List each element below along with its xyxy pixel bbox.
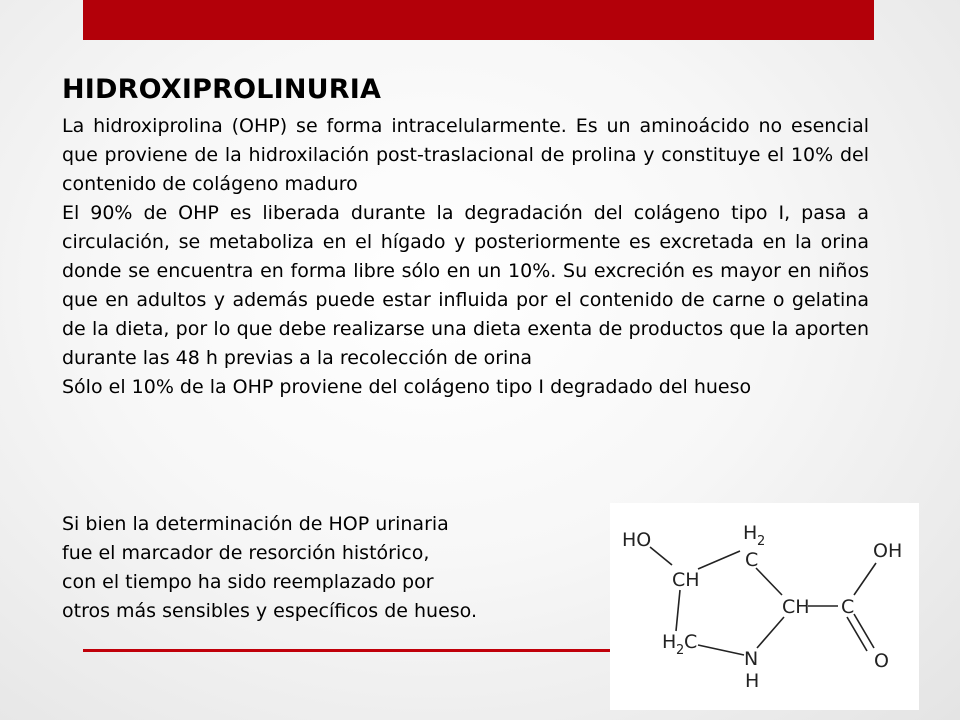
paragraph-2: El 90% de OHP es liberada durante la degradación del colágeno tipo I, pasa a circulación, se metaboliza en el hígado y posteriormente es excretada en la orina donde se encuentra en forma libre sólo en un 10%. Su excreción es mayor en niños que en adultos y además puede estar influida por el contenido de carne o gelatina de la dieta, por lo que debe realizarse una dieta exenta de productos que la aporten durante las 48 h previas a la recolección de orina — [62, 202, 869, 369]
label-oh: OH — [873, 540, 903, 562]
label-c-top: C — [745, 549, 759, 571]
slide-title: HIDROXIPROLINURIA — [62, 74, 382, 105]
bottom-accent-line — [83, 649, 613, 652]
bond-h2c-n — [698, 645, 744, 655]
label-h2c-h: H — [662, 631, 677, 653]
label-ho: HO — [622, 529, 652, 551]
label-ch-right: CH — [782, 596, 810, 618]
label-nh: H — [745, 670, 760, 692]
hydroxyproline-structure-diagram — [610, 503, 919, 710]
paragraph-1: La hidroxiprolina (OHP) se forma intracelularmente. Es un aminoácido no esencial que proviene de la hidroxilación post-traslacional de prolina y constituye el 10% del contenido de colágeno maduro — [62, 115, 869, 195]
label-n: N — [744, 648, 759, 670]
bond-ch-c — [698, 551, 740, 569]
label-c-top-h: H — [743, 522, 758, 544]
bond-c-oh — [854, 563, 876, 595]
structure-svg — [610, 503, 919, 710]
bond-c-ch — [756, 568, 782, 595]
bond-ho-ch — [650, 547, 672, 565]
label-c-acid: C — [841, 596, 855, 618]
body-text — [62, 112, 869, 402]
side-text — [62, 510, 602, 626]
label-ch-left: CH — [672, 569, 700, 591]
bond-ch-h2c — [676, 590, 680, 631]
label-h2c-c: C — [684, 631, 698, 653]
label-h2c-sub: 2 — [676, 643, 685, 658]
label-o: O — [874, 650, 889, 672]
bond-c-o-1 — [847, 617, 867, 651]
label-c-top-h-sub: 2 — [757, 534, 766, 549]
bond-c-o-2 — [854, 614, 874, 648]
side-text-line: con el tiempo ha sido reemplazado por — [62, 571, 434, 593]
side-text-line: Si bien la determinación de HOP urinaria — [62, 513, 449, 535]
bond-n-ch — [757, 617, 784, 648]
paragraph-3: Sólo el 10% de la OHP proviene del colágeno tipo I degradado del hueso — [62, 376, 752, 398]
side-text-line: otros más sensibles y específicos de hueso. — [62, 600, 478, 622]
top-accent-bar — [83, 0, 874, 40]
side-text-line: fue el marcador de resorción histórico, — [62, 542, 430, 564]
